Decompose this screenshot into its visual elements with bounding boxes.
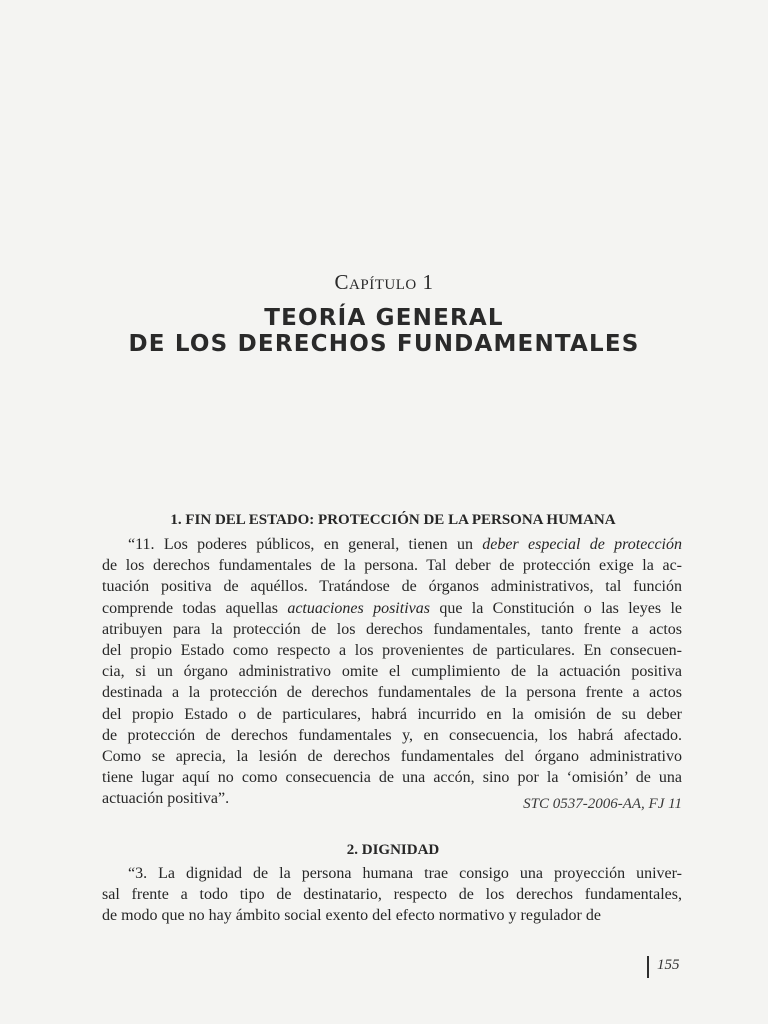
text-line: cia, si un órgano administrativo omite el cumplimiento de la actuación positiva <box>102 663 682 681</box>
section-heading-dignidad: 2. DIGNIDAD <box>346 842 440 858</box>
emphasized-phrase: deber especial de protección <box>482 536 683 553</box>
text-line: de los derechos fundamentales de la persona. Tal deber de protección exige la ac- <box>102 557 682 575</box>
chapter-label: Capítulo 1 <box>334 270 434 294</box>
text-line: comprende todas aquellas actuaciones positivas que la Constitución o las leyes le <box>102 599 682 617</box>
text-line: de modo que no hay ámbito social exento del efecto normativo y regulador de <box>102 907 601 925</box>
text-line: de protección de derechos fundamentales y, en consecuencia, los habrá afectado. <box>102 726 682 744</box>
text-line: Como se aprecia, la lesión de derechos fundamentales del órgano administrativo <box>102 747 682 765</box>
text-line: actuación positiva”. <box>102 790 230 808</box>
text-line: “3. La dignidad de la persona humana trae consigo una proyección univer- <box>128 865 682 882</box>
text-line: “11. Los poderes públicos, en general, tienen un deber especial de protección <box>128 536 683 553</box>
text-line: tiene lugar aquí no como consecuencia de una accón, sino por la ‘omisión’ de una <box>102 769 682 787</box>
text-line: tuación positiva de aquéllos. Tratándose de órganos administrativos, tal función <box>102 578 682 596</box>
page-number-rule <box>647 956 649 978</box>
paragraph-fin-del-estado <box>102 534 682 809</box>
page-number: 155 <box>657 957 680 973</box>
text-line: destinada a la protección de derechos fundamentales de la persona frente a actos <box>102 684 682 702</box>
text-line: del propio Estado como respecto a los provenientes de particulares. En consecuen- <box>102 641 682 659</box>
chapter-title-line-1: TEORÍA GENERAL <box>264 305 504 331</box>
text-line: sal frente a todo tipo de destinatario, respecto de los derechos fundamentales, <box>102 886 682 904</box>
emphasized-phrase: actuaciones positivas <box>287 599 430 617</box>
text-line: del propio Estado o de particulares, habrá incurrido en la omisión de su deber <box>102 705 682 723</box>
text-line: atribuyen para la protección de los derechos fundamentales, tanto frente a actos <box>102 620 682 638</box>
chapter-title-line-2: DE LOS DERECHOS FUNDAMENTALES <box>128 331 640 357</box>
section-heading-fin-del-estado: 1. FIN DEL ESTADO: PROTECCIÓN DE LA PERSONA HUMANA <box>170 512 616 528</box>
case-citation: STC 0537-2006-AA, FJ 11 <box>523 796 682 812</box>
paragraph-dignidad <box>102 863 682 927</box>
